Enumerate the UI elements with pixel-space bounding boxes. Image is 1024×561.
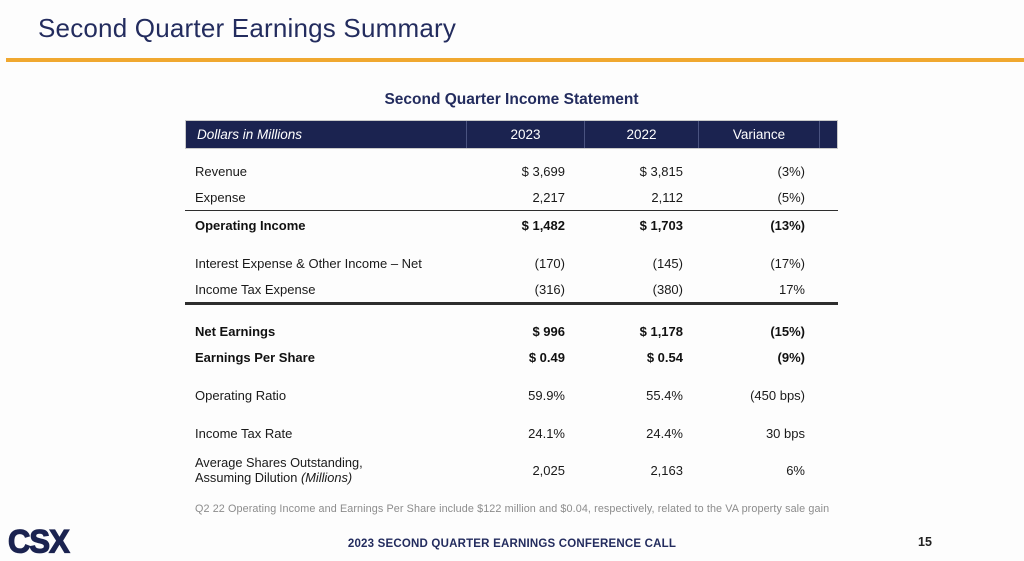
value-2023: 59.9% <box>528 387 565 403</box>
value-2023: (170) <box>534 255 565 271</box>
row-label: Net Earnings <box>195 323 276 339</box>
value-2023: 24.1% <box>528 425 565 441</box>
row-label: Revenue <box>195 163 248 179</box>
value-variance: (3%) <box>777 163 805 179</box>
table-row-revenue <box>185 158 838 184</box>
value-2022: $ 0.54 <box>646 349 683 365</box>
table-row-average-shares <box>185 450 838 490</box>
row-label: Income Tax Expense <box>195 281 316 297</box>
value-variance: (15%) <box>770 323 805 339</box>
income-statement-table <box>185 120 838 490</box>
value-variance: (13%) <box>770 218 805 233</box>
header-col-2022: 2022 <box>584 121 698 148</box>
header-sliver <box>819 121 839 148</box>
header-col-variance: Variance <box>698 121 819 148</box>
value-2022: (145) <box>652 255 683 271</box>
value-2022: $ 1,178 <box>639 323 683 339</box>
value-2022: $ 3,815 <box>639 163 683 179</box>
header-dollars-in-millions: Dollars in Millions <box>197 127 303 142</box>
value-2023: (316) <box>534 281 565 297</box>
value-variance: 6% <box>786 462 805 478</box>
row-label: Earnings Per Share <box>195 349 315 365</box>
value-2023: $ 0.49 <box>528 349 565 365</box>
row-label: Operating Ratio <box>195 387 287 403</box>
row-label: Income Tax Rate <box>195 425 293 441</box>
value-2022: (380) <box>652 281 683 297</box>
row-label: Operating Income <box>195 218 306 233</box>
value-variance: (9%) <box>777 349 805 365</box>
value-variance: (17%) <box>770 255 805 271</box>
value-2022: 2,112 <box>651 189 683 205</box>
value-2022: 2,163 <box>650 462 683 478</box>
row-label <box>185 455 465 486</box>
slide-title: Second Quarter Earnings Summary <box>38 13 457 43</box>
csx-logo: CSX <box>8 523 69 560</box>
table-title: Second Quarter Income Statement <box>384 91 639 108</box>
table-row-income-tax-rate <box>185 420 838 446</box>
table-row-income-tax-expense <box>185 276 838 305</box>
row-label: Expense <box>195 189 246 205</box>
table-row-expense <box>185 184 838 211</box>
value-2022: $ 1,703 <box>639 218 683 233</box>
table-row-operating-income <box>185 212 838 239</box>
page-number: 15 <box>918 535 932 549</box>
value-2022: 55.4% <box>646 387 683 403</box>
value-variance: (5%) <box>777 189 805 205</box>
footer-title: 2023 SECOND QUARTER EARNINGS CONFERENCE CALL <box>347 538 677 550</box>
gold-divider <box>6 58 1024 62</box>
table-header-row <box>185 120 838 149</box>
value-2023: 2,025 <box>532 462 565 478</box>
value-variance: (450 bps) <box>750 387 805 403</box>
value-2023: $ 3,699 <box>521 163 565 179</box>
value-2023: 2,217 <box>532 189 565 205</box>
table-row-net-earnings <box>185 318 838 344</box>
row-label-line2-italic: (Millions) <box>300 470 353 485</box>
value-variance: 17% <box>778 281 805 297</box>
row-label: Interest Expense & Other Income – Net <box>195 255 422 271</box>
value-2023: $ 1,482 <box>521 218 565 233</box>
table-row-operating-ratio <box>185 382 838 408</box>
header-col-2023: 2023 <box>466 121 584 148</box>
row-label-line1: Average Shares Outstanding, <box>195 454 363 470</box>
value-variance: 30 bps <box>765 425 805 441</box>
table-row-earnings-per-share <box>185 344 838 370</box>
value-2022: 24.4% <box>646 425 683 441</box>
value-2023: $ 996 <box>532 323 565 339</box>
row-label-line2: Assuming Dilution <box>195 470 301 485</box>
footnote: Q2 22 Operating Income and Earnings Per Share include $122 million and $0.04, respectively, related to the VA property sale gain <box>195 503 830 515</box>
table-row-interest-expense <box>185 250 838 276</box>
